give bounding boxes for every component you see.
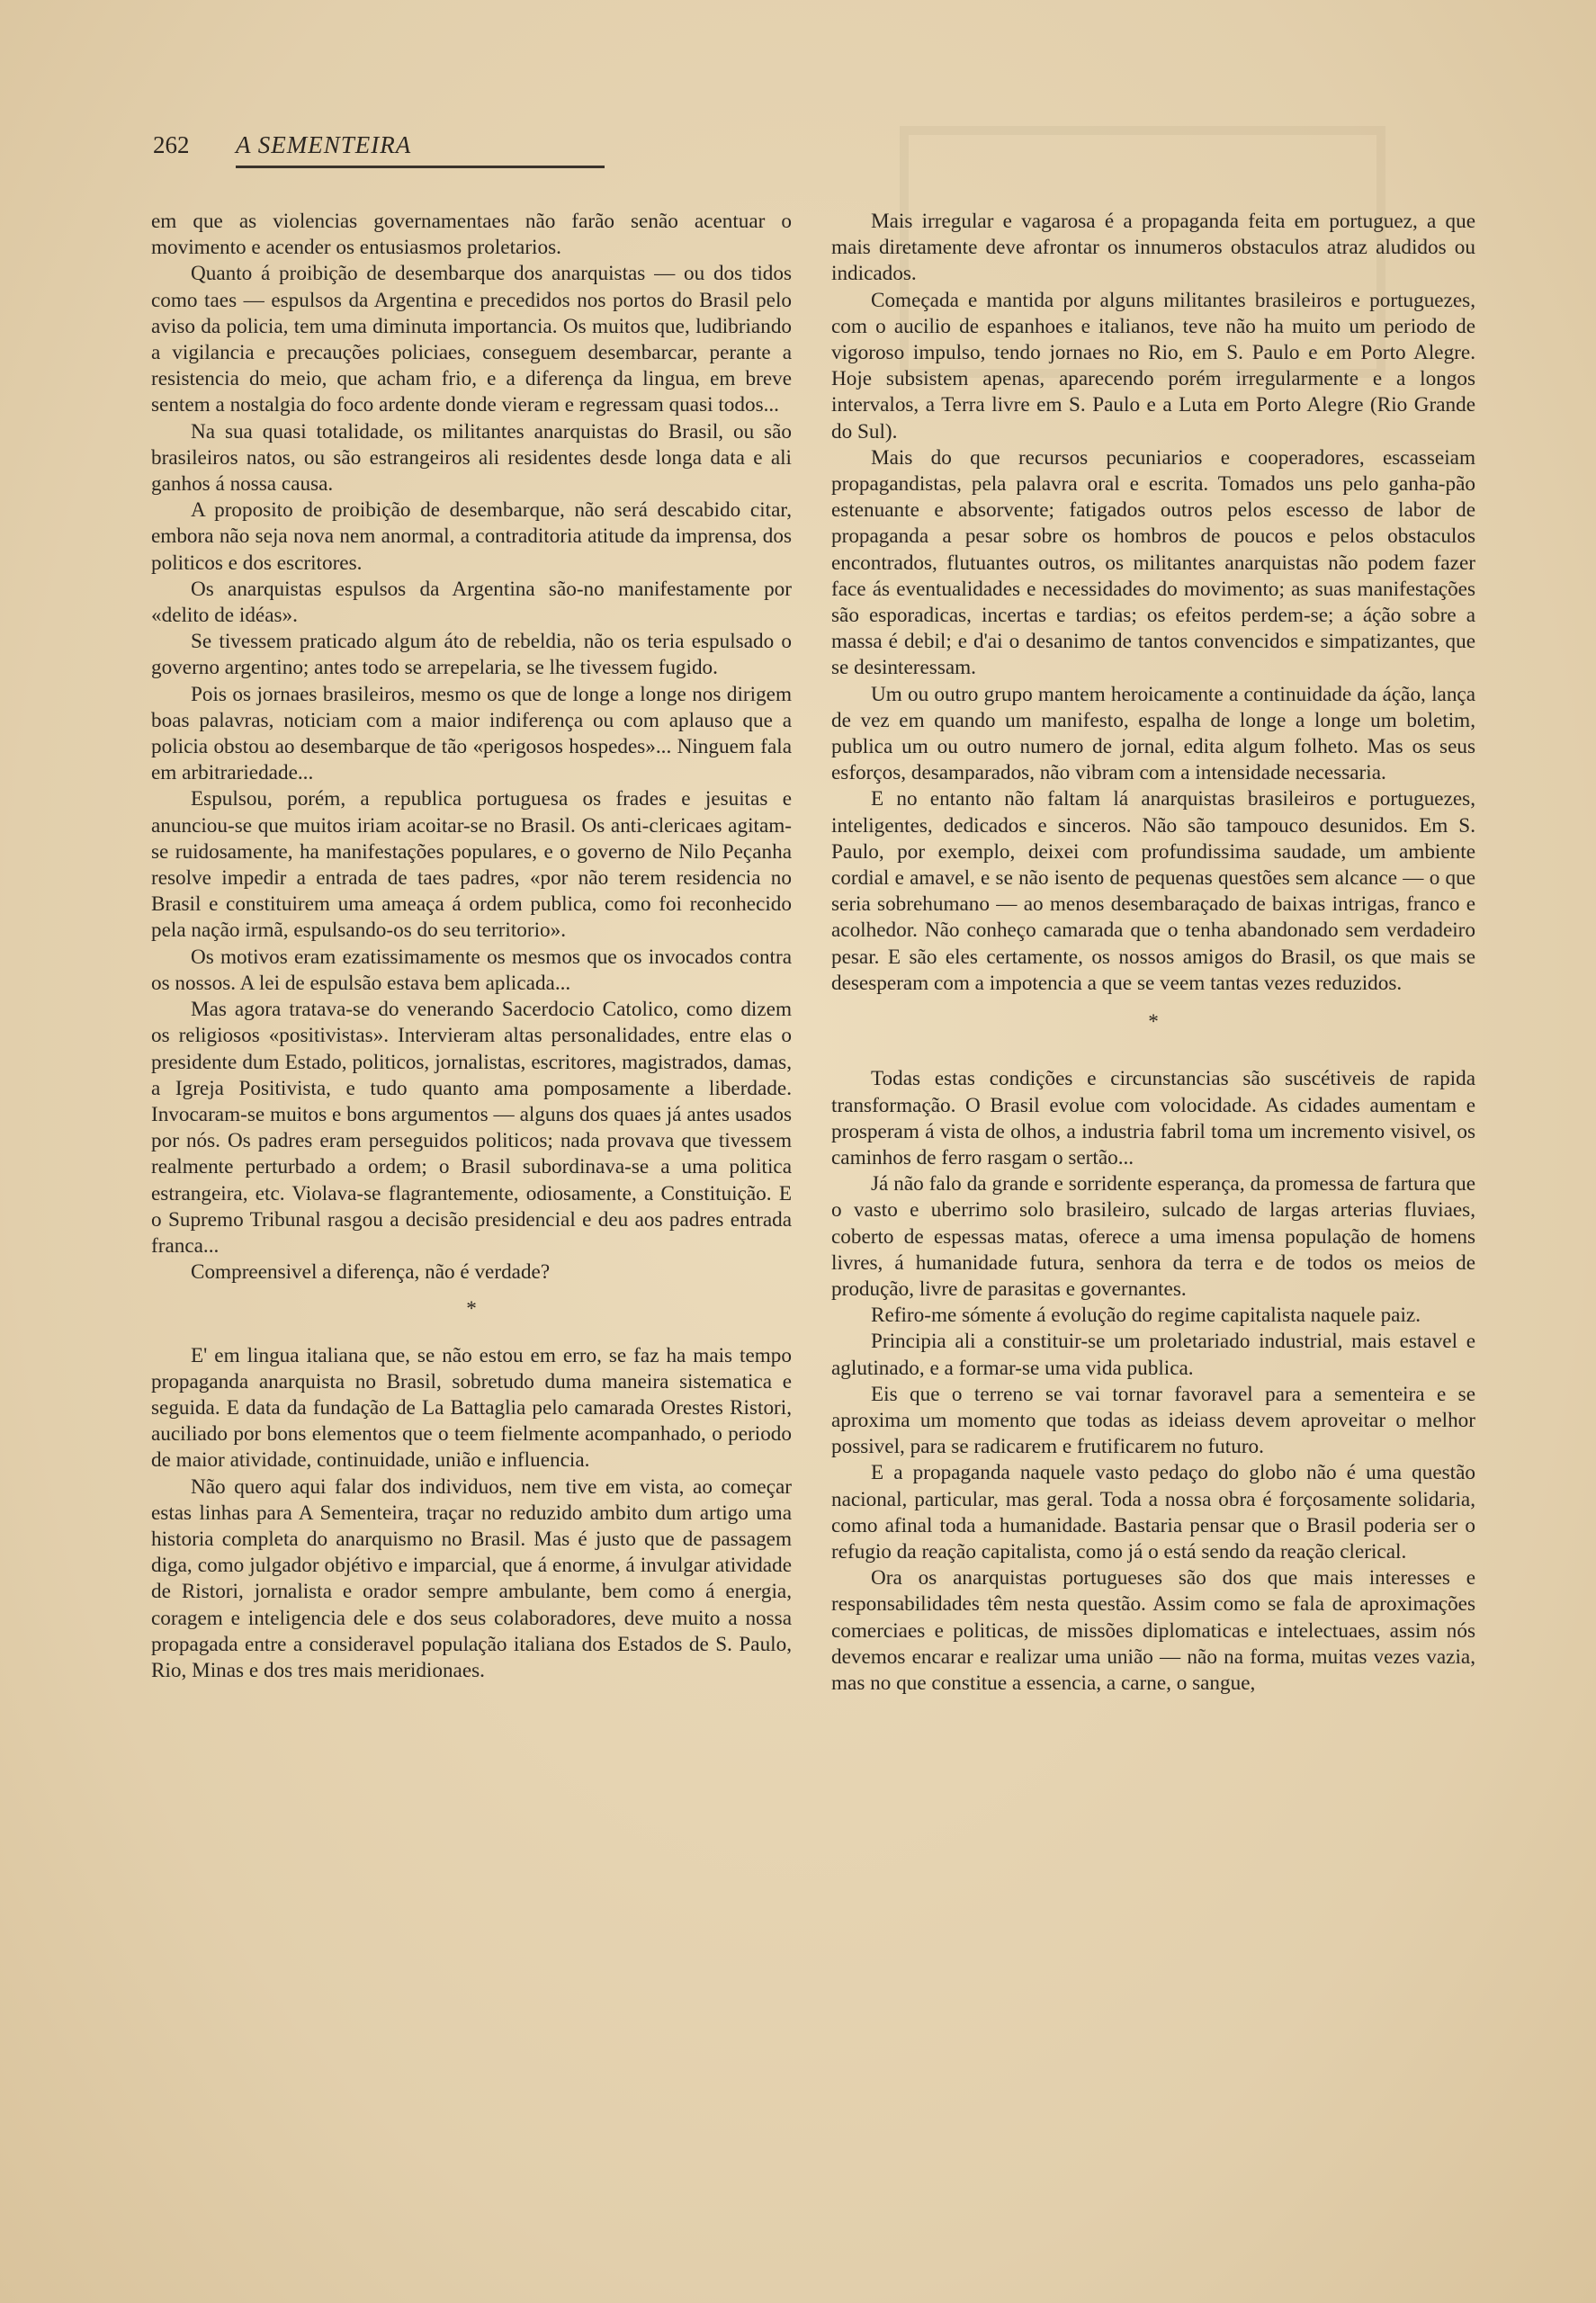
paragraph: E' em lingua italiana que, se não estou em erro, se faz ha mais tempo propaganda anarquista no Brasil, sobretudo duma maneira sistematica e seguida. E data da fundação de La Battaglia pelo camarada Orestes Ristori, auciliado por bons elementos que o teem fielmente acompanhado, o periodo de maior atividade, continuidade, união e influencia. — [151, 1343, 792, 1473]
paragraph: Ora os anarquistas portugueses são dos que mais interesses e responsabilidades têm nesta questão. Assim como se fala de aproximações comerciaes e politicas, de missões diplomaticas e intelectuaes, assim nós devemos encarar e realizar uma união — não na forma, muitas vezes vazia, mas no que constitue a essencia, a carne, o sangue, — [831, 1566, 1475, 1695]
paragraph: Mais irregular e vagarosa é a propaganda feita em portuguez, a que mais diretamente deve afrontar os innumeros obstaculos atraz aludidos ou indicados. — [831, 210, 1475, 286]
paragraph: A proposito de proibição de desembarque, não será descabido citar, embora não seja nova nem anormal, a contraditoria atitude da imprensa, dos politicos e dos escritores. — [151, 498, 792, 575]
paragraph: Mais do que recursos pecuniarios e cooperadores, escasseiam propagandistas, pela palavra oral e escrita. Tomados uns pelo ganha-pão estenuante e absorvente; fatigados outros pelos escesso de labor de propaganda a pesar sobre os hombros de poucos e pelos obstaculos encontrados, flutuantes outros, os militantes anarquistas não podem fazer face ás eventualidades e necessidades do movimento; as suas manifestações são esporadicas, incertas e tardias; os efeitos perdem-se; a áção sobre a massa é debil; e d'ai o desanimo de tantos convencidos e simpatizantes, que se desinteressam. — [831, 445, 1475, 680]
paragraph: Os motivos eram ezatissimamente os mesmos que os invocados contra os nossos. A lei de espulsão estava bem aplicada... — [151, 945, 792, 995]
paragraph: Os anarquistas espulsos da Argentina são-no manifestamente por «delito de idéas». — [151, 577, 792, 628]
page-header — [153, 131, 1466, 167]
paragraph: Um ou outro grupo mantem heroicamente a continuidade da áção, lança de vez em quando um manifesto, espalha de longe a longe um boletim, publica um ou outro numero de jornal, edita algum folheto. Mas os seus esforços, desamparados, não vibram com a intensidade necessaria. — [831, 682, 1475, 785]
page-number: 262 — [153, 131, 190, 158]
publication-title: A SEMENTEIRA — [236, 131, 412, 158]
section-separator: * — [466, 1297, 477, 1322]
paragraph: em que as violencias governamentaes não farão senão acentuar o movimento e acender os entusiasmos proletarios. — [151, 210, 792, 260]
paragraph: Mas agora tratava-se do venerando Sacerdocio Catolico, como dizem os religiosos «positivistas». Intervieram altas personalidades, entre elas o presidente dum Estado, politicos, jornalistas, escritores, magistrados, damas, a Igreja Positivista, e tudo quanto ama pomposamente a liberdade. Invocaram-se muitos e bons argumentos — alguns dos quaes já antes usados por nós. Os padres eram perseguidos politicos; nada provava que tivessem realmente perturbado a ordem; o Brasil subordinava-se a uma politica estrangeira, etc. Violava-se flagrantemente, odiosamente, a Constituição. E o Supremo Tribunal rasgou a decisão presidencial e deu aos padres entrada franca... — [151, 998, 792, 1258]
section-separator: * — [1148, 1010, 1159, 1035]
paragraph: Espulsou, porém, a republica portuguesa os frades e jesuitas e anunciou-se que muitos iriam acoitar-se no Brasil. Os anti-clericaes agitam-se ruidosamente, ha manifestações populares, e o governo de Nilo Peçanha resolve impedir a entrada de taes padres, «por não terem residencia no Brasil e constituirem uma ameaça á ordem publica, como foi reconhecido pela nação irmã, espulsando-os do seu territorio». — [151, 787, 792, 943]
paragraph: Todas estas condições e circunstancias são suscétiveis de rapida transformação. O Brasil evolue com volocidade. As cidades aumentam e prosperam á vista de olhos, a industria fabril toma um incremento visivel, os caminhos de ferro rasgam o sertão... — [831, 1067, 1475, 1169]
paragraph: Se tivessem praticado algum áto de rebeldia, não os teria espulsado o governo argentino; antes todo se arrepelaria, se lhe tivessem fugido. — [151, 630, 792, 680]
paragraph: Quanto á proibição de desembarque dos anarquistas — ou dos tidos como taes — espulsos da Argentina e precedidos nos portos do Brasil pelo aviso da policia, tem uma diminuta importancia. Os muitos que, ludibriando a vigilancia e precauções policiaes, conseguem desembarcar, perante a resistencia do meio, que acham frio, e a diferença da lingua, em breve sentem a nostalgia do foco ardente donde vieram e regressam quasi todos... — [151, 262, 792, 417]
paragraph: E a propaganda naquele vasto pedaço do globo não é uma questão nacional, particular, mas geral. Toda a nossa obra é forçosamente solidaria, como afinal toda a humanidade. Bastaria pensar que o Brasil poderia ser o refugio da reação capitalista, como já o está sendo da reação clerical. — [831, 1461, 1475, 1564]
paragraph: Refiro-me sómente á evolução do regime capitalista naquele paiz. — [871, 1304, 1421, 1328]
title-underline — [236, 166, 605, 168]
paragraph: Compreensivel a diferença, não é verdade? — [191, 1260, 551, 1285]
paragraph: Principia ali a constituir-se um proletariado industrial, mais estavel e aglutinado, e a formar-se uma vida publica. — [831, 1330, 1475, 1380]
paragraph: Começada e mantida por alguns militantes brasileiros e portuguezes, com o aucilio de espanhoes e italianos, teve não ha muito um periodo de vigoroso impulso, tendo jornaes no Rio, em S. Paulo e em Porto Alegre. Hoje subsistem apenas, aparecendo porém irregularmente e a longos intervalos, a Terra livre em S. Paulo e a Luta em Porto Alegre (Rio Grande do Sul). — [831, 288, 1475, 444]
paragraph: Já não falo da grande e sorridente esperança, da promessa de fartura que o vasto e uberrimo solo brasileiro, sulcado de largas arterias fluviaes, coberto de espessas matas, oferece a uma imensa população de homens livres, á humanidade futura, senhora da terra e de todos os meios de produção, livre de parasitas e governantes. — [831, 1172, 1475, 1301]
paragraph: Pois os jornaes brasileiros, mesmo os que de longe a longe nos dirigem boas palavras, noticiam com a maior indiferença ou com aplauso que a policia obstou ao desembarque de tão «perigosos hospedes»... Ninguem fala em arbitrariedade... — [151, 682, 792, 785]
paragraph: E no entanto não faltam lá anarquistas brasileiros e portuguezes, inteligentes, dedicados e sinceros. Não são tampouco desunidos. Em S. Paulo, por exemplo, deixei com profundissima saudade, um ambiente cordial e amavel, e se não isento de pequenas questões sem alcance — o que seria sobrehumano — ao menos desembaraçado de baixas intrigas, franco e acolhedor. Não conheço camarada que o tenha abandonado sem verdadeiro pesar. E são eles certamente, os nossos amigos do Brasil, os que mais se desesperam com a impotencia a que se veem tantas vezes reduzidos. — [831, 787, 1475, 995]
left-column — [151, 209, 792, 1684]
right-column — [831, 209, 1475, 1697]
paragraph: Não quero aqui falar dos individuos, nem tive em vista, ao começar estas linhas para A Sementeira, traçar no reduzido ambito dum artigo uma historia completa do anarquismo no Brasil. Mas é justo que de passagem diga, como julgador objétivo e imparcial, que á enorme, á invulgar atividade de Ristori, jornalista e orador sempre ambulante, bem como á energia, coragem e inteligencia dele e dos seus colaboradores, deve muito a nossa propagada entre a consideravel população italiana dos Estados de S. Paulo, Rio, Minas e dos tres mais meridionaes. — [151, 1474, 792, 1682]
paragraph: Eis que o terreno se vai tornar favoravel para a sementeira e se aproxima um momento que todas as ideiass devem aproveitar o melhor possivel, para se radicarem e frutificarem no futuro. — [831, 1382, 1475, 1459]
paragraph: Na sua quasi totalidade, os militantes anarquistas do Brasil, ou são brasileiros natos, ou são estrangeiros ali residentes desde longa data e ali ganhos á nossa causa. — [151, 419, 792, 497]
